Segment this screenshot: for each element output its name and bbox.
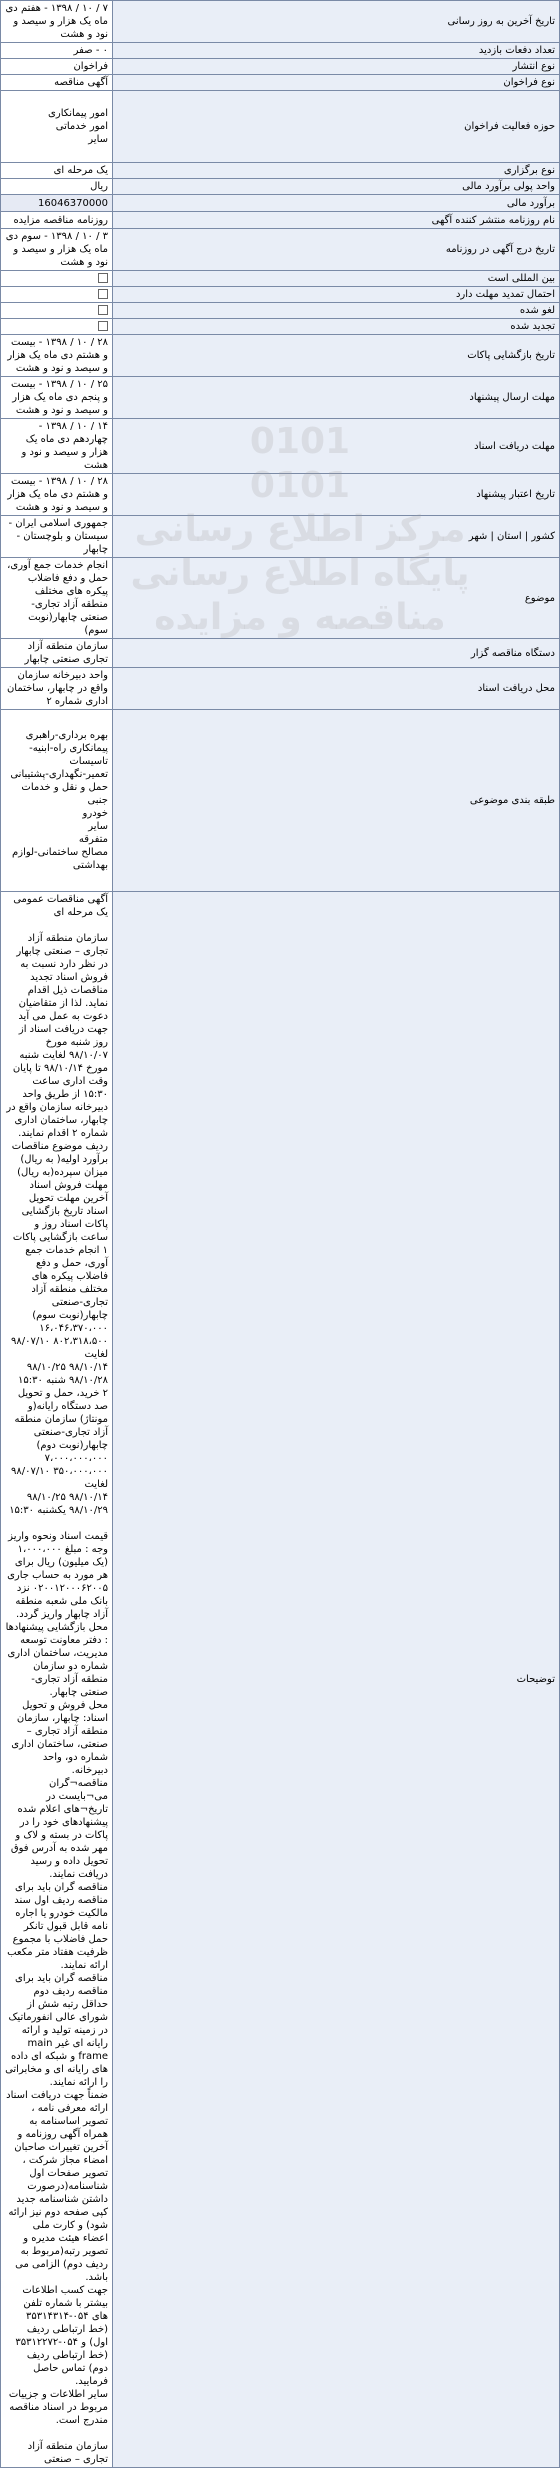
- field-label: تعداد دفعات بازدید: [113, 43, 560, 59]
- field-row: [1, 43, 560, 59]
- list-item: متفرقه: [78, 834, 108, 845]
- field-row: [1, 516, 560, 558]
- field-value: 16046370000: [1, 195, 113, 212]
- field-row: [1, 59, 560, 75]
- watermark-logo: 0101 0101 مرکز اطلاع رسانی پایگاه اطلاع رسانی مناقصه و مزایده: [130, 421, 470, 638]
- field-row: [1, 163, 560, 179]
- list-item: خودرو: [82, 808, 108, 819]
- field-label: تاریخ بازگشایی پاکات: [113, 335, 560, 377]
- field-value: ۲۸ / ۱۰ / ۱۳۹۸ - بیست و هشتم دی ماه یک هزار و سیصد و نود و هشت: [1, 474, 113, 516]
- field-row: [1, 229, 560, 271]
- description-text: [1, 892, 113, 2468]
- field-value: [1, 287, 113, 303]
- activity-row: [1, 91, 560, 163]
- field-value: ۲۸ / ۱۰ / ۱۳۹۸ - بیست و هشتم دی ماه یک هزار و سیصد و نود و هشت: [1, 335, 113, 377]
- field-row: [1, 558, 560, 639]
- list-item: مصالح ساختمانی-لوازم بهداشتی: [12, 847, 108, 871]
- field-row: [1, 75, 560, 91]
- category-row: [1, 710, 560, 892]
- field-label: طبقه بندی موضوعی: [113, 710, 560, 892]
- description-paragraph: مناقصه گران باید برای مناقصه ردیف دوم حداقل رتبه شش از شورای عالی انفورماتیک در زمینه تولید و ارائه رایانه ای غیر main frame و شبکه ای داده های رایانه ای و مخابراتی را ارائه نمایند.: [5, 1973, 108, 2088]
- field-row: [1, 474, 560, 516]
- field-value: یک مرحله ای: [1, 163, 113, 179]
- description-paragraph: [5, 2427, 108, 2440]
- description-paragraph: لغایت: [84, 1479, 108, 1490]
- description-paragraph: [5, 1517, 108, 1530]
- activity-list: [1, 91, 113, 163]
- description-paragraph: جهت کسب اطلاعات بیشتر با شماره تلفن های ۰۵۴-۳۵۳۱۴۳۱۴ (خط ارتباطی ردیف اول) و ۰۵۴-۳۵۳۱۲۲۷۲ (خط ارتباطی ردیف دوم) تماس حاصل فرمایید.: [15, 2285, 108, 2387]
- description-paragraph: قیمت اسناد ونحوه واریز وجه : مبلغ ۱،۰۰۰،۰۰۰ (یک میلیون) ریال برای هر مورد به حساب جاری ۰۲۰۰۱۲۰۰۰۶۲۰۰۵ نزد بانک ملی شعبه منطقه آزاد چابهار واریز گردد.: [7, 1531, 108, 1620]
- description-paragraph: ۹۸/۱۰/۱۴ ۹۸/۱۰/۲۵ ۹۸/۱۰/۲۹ یکشنبه ۱۵:۳۰: [9, 1492, 108, 1516]
- category-list: [1, 710, 113, 892]
- field-label: احتمال تمدید مهلت دارد: [113, 287, 560, 303]
- description-paragraph: ۲ خرید، حمل و تحویل صد دستگاه رایانه(و مونتاژ) سازمان منطقه آزاد تجاری-صنعتی چابهار(نوبت دوم) ۷،۰۰۰،۰۰۰،۰۰۰ ۳۵۰،۰۰۰،۰۰۰ ۹۸/۰۷/۱۰: [11, 1388, 108, 1477]
- field-value: ۲۵ / ۱۰ / ۱۳۹۸ - بیست و پنجم دی ماه یک هزار و سیصد و نود و هشت: [1, 377, 113, 419]
- list-item: سایر: [88, 821, 108, 832]
- field-row: [1, 195, 560, 212]
- field-row: [1, 303, 560, 319]
- field-value: روزنامه مناقصه مزایده: [1, 212, 113, 229]
- description-paragraph: [5, 919, 108, 932]
- field-label: لغو شده: [113, 303, 560, 319]
- field-row: [1, 1, 560, 43]
- field-label: نوع انتشار: [113, 59, 560, 75]
- field-row: [1, 419, 560, 474]
- checkbox-icon: [98, 305, 108, 315]
- description-paragraph: سایر اطلاعات و جزییات مربوط در اسناد مناقصه مندرج است.: [8, 2389, 108, 2426]
- list-item: حمل و نقل و خدمات جنبی: [21, 782, 108, 806]
- field-label: کشور | استان | شهر: [113, 516, 560, 558]
- field-label: برآورد مالی: [113, 195, 560, 212]
- field-value: جمهوری اسلامی ایران - سیستان و بلوچستان - چابهار: [1, 516, 113, 558]
- checkbox-icon: [98, 273, 108, 283]
- field-row: [1, 668, 560, 710]
- field-label: حوزه فعالیت فراخوان: [113, 91, 560, 163]
- field-value: [1, 303, 113, 319]
- description-paragraph: ضمناً جهت دریافت اسناد ارائه معرفی نامه ، تصویر اساسنامه به همراه آگهی روزنامه و آخرین تغییرات صاحبان امضاء مجاز شرکت ، تصویر صفحات اول شناسنامه(درصورت داشتن شناسنامه جدید کپی صفحه دوم نیز ارائه شود) و کارت ملی اعضاء هیئت مدیره و تصویر رتبه(مربوط به ردیف دوم) الزامی می باشد.: [6, 2090, 108, 2283]
- field-value: ریال: [1, 179, 113, 195]
- field-label: محل دریافت اسناد: [113, 668, 560, 710]
- field-row: [1, 377, 560, 419]
- field-label: نوع فراخوان: [113, 75, 560, 91]
- field-value: ۷ / ۱۰ / ۱۳۹۸ - هفتم دی ماه یک هزار و سیصد و نود و هشت: [1, 1, 113, 43]
- description-paragraph: سازمان منطقه آزاد تجاری – صنعتی: [27, 2441, 108, 2465]
- description-paragraph: ۱ انجام خدمات جمع آوری، حمل و دفع فاضلاب پیکره های مختلف منطقه آزاد تجاری-صنعتی چابهار(نوبت سوم): [25, 1245, 108, 1321]
- list-item: تعمیر-نگهداری-پشتیبانی: [10, 769, 108, 780]
- field-value: سازمان منطقه آزاد تجاری صنعتی چابهار: [1, 639, 113, 668]
- field-value: ۰ - صفر: [1, 43, 113, 59]
- field-row: [1, 179, 560, 195]
- field-row: [1, 287, 560, 303]
- field-value: [1, 319, 113, 335]
- list-item: سایر: [88, 134, 108, 145]
- description-paragraph: مناقصه گران باید برای مناقصه ردیف اول سند مالکیت خودرو یا اجاره نامه قابل قبول تانکر حمل فاضلاب با مجموع ظرفیت هفتاد متر مکعب ارائه نمایند.: [7, 1882, 108, 1971]
- field-label: واحد پولی برآورد مالی: [113, 179, 560, 195]
- field-row: [1, 271, 560, 287]
- field-label: تجدید شده: [113, 319, 560, 335]
- list-item: پیمانکاری راه-ابنیه-تاسیسات: [29, 743, 108, 767]
- field-label: تاریخ آخرین به روز رسانی: [113, 1, 560, 43]
- checkbox-icon: [98, 321, 108, 331]
- description-row: [1, 892, 560, 2468]
- field-value: آگهی مناقصه: [1, 75, 113, 91]
- field-value: ۱۴ / ۱۰ / ۱۳۹۸ - چهاردهم دی ماه یک هزار و سیصد و نود و هشت: [1, 419, 113, 474]
- description-paragraph: محل فروش و تحویل اسناد: چابهار، سازمان منطقه آزاد تجاری – صنعتی، ساختمان اداری شماره دو، واحد دبیرخانه.: [11, 1700, 108, 1776]
- field-label: مهلت ارسال پیشنهاد: [113, 377, 560, 419]
- field-row: [1, 639, 560, 668]
- list-item: امور پیمانکاری: [48, 108, 108, 119]
- field-value: ۳ / ۱۰ / ۱۳۹۸ - سوم دی ماه یک هزار و سیصد و نود و هشت: [1, 229, 113, 271]
- description-paragraph: ۱۶،۰۴۶،۳۷۰،۰۰۰ ۸۰۲،۳۱۸،۵۰۰ ۹۸/۰۷/۱۰: [11, 1323, 108, 1347]
- description-paragraph: ۹۸/۱۰/۱۴ ۹۸/۱۰/۲۵ ۹۸/۱۰/۲۸ شنبه ۱۵:۳۰: [18, 1362, 108, 1386]
- field-row: [1, 212, 560, 229]
- field-label: تاریخ اعتبار پیشنهاد: [113, 474, 560, 516]
- field-value: [1, 271, 113, 287]
- field-value: فراخوان: [1, 59, 113, 75]
- field-label: نام روزنامه منتشر کننده آگهی: [113, 212, 560, 229]
- description-paragraph: مناقصه¬گران می¬بایست در تاریخ¬های اعلام شده پیشنهادهای خود را در پاکات در بسته و لاک و مهر شده به آدرس فوق تحویل داده و رسید دریافت نمایند.: [10, 1778, 108, 1880]
- field-label: توضیحات: [113, 892, 560, 2468]
- description-paragraph: ردیف موضوع مناقصات برآورد اولیه( به ریال) میزان سپرده(به ریال) مهلت فروش اسناد آخرین مهلت تحویل اسناد تاریخ بازگشایی پاکات اسناد روز و ساعت بازگشایی پاکات: [11, 1141, 108, 1243]
- field-label: نوع برگزاری: [113, 163, 560, 179]
- field-value: واحد دبیرخانه سازمان واقع در چابهار، ساختمان اداری شماره ۲: [1, 668, 113, 710]
- list-item: امور خدماتی: [55, 121, 108, 132]
- field-label: تاریخ درج آگهی در روزنامه: [113, 229, 560, 271]
- field-value: انجام خدمات جمع آوری، حمل و دفع فاضلاب پیکره های مختلف منطقه آزاد تجاری-صنعتی چابهار(نوبت سوم): [1, 558, 113, 639]
- list-item: بهره برداری-راهبری: [25, 730, 108, 741]
- field-row: [1, 319, 560, 335]
- field-row: [1, 335, 560, 377]
- description-paragraph: سازمان منطقه آزاد تجاری – صنعتی چابهار در نظر دارد نسبت به فروش اسناد تجدید مناقصات ذیل اقدام نماید. لذا از متقاضیان دعوت به عمل می آید جهت دریافت اسناد از روز شنبه مورخ ۹۸/۱۰/۰۷ لغایت شنبه مورخ ۹۸/۱۰/۱۴ تا پایان وقت اداری ساعت ۱۵:۳۰ از طریق واحد دبیرخانه سازمان واقع در چابهار، ساختمان اداری شماره ۲ اقدام نمایند.: [6, 933, 108, 1139]
- field-label: مهلت دریافت اسناد: [113, 419, 560, 474]
- description-paragraph: آگهی مناقصات عمومی یک مرحله ای: [13, 894, 108, 918]
- description-paragraph: محل بازگشایی پیشنهادها : دفتر معاونت توسعه مدیریت، ساختمان اداری شماره دو سازمان منطقه آزاد تجاری-صنعتی چابهار.: [5, 1622, 108, 1698]
- checkbox-icon: [98, 289, 108, 299]
- field-label: بین المللی است: [113, 271, 560, 287]
- field-label: موضوع: [113, 558, 560, 639]
- field-label: دستگاه مناقصه گزار: [113, 639, 560, 668]
- description-paragraph: لغایت: [84, 1349, 108, 1360]
